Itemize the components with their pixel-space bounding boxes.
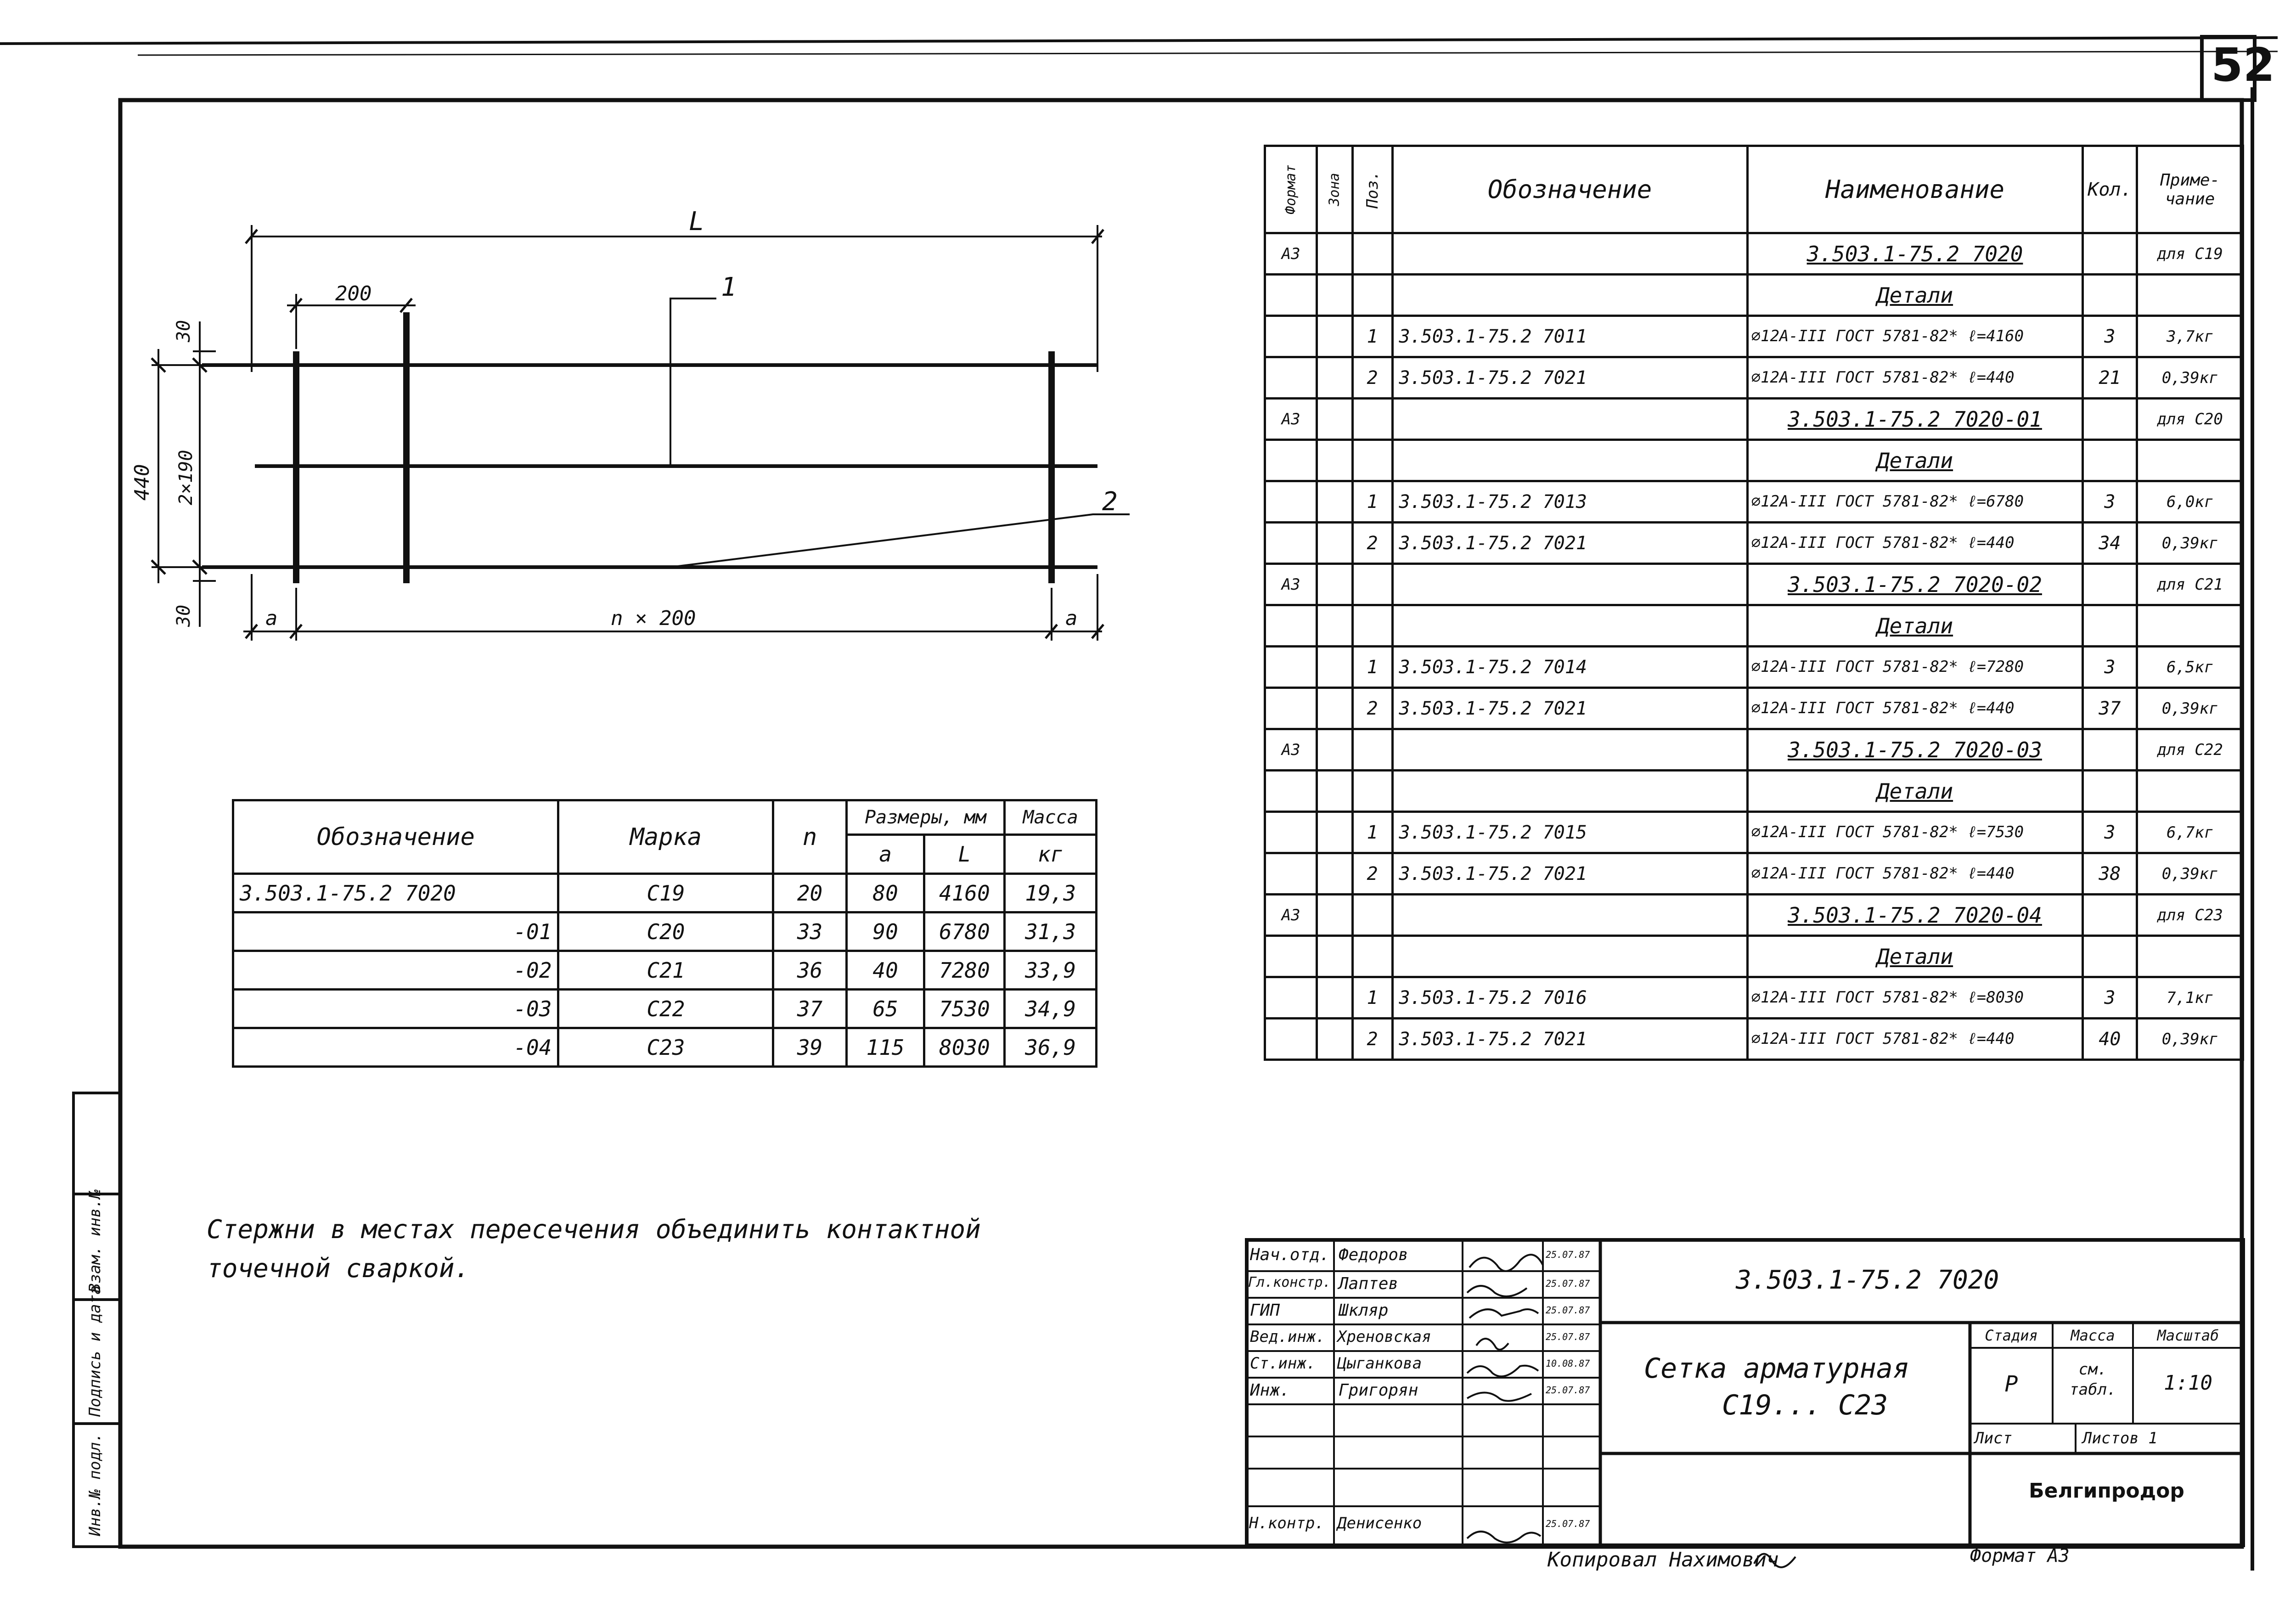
stamp-inv-podl: Инв.№ подл. <box>86 1432 104 1536</box>
marks-cell-L: 4160 <box>924 874 1005 912</box>
spec-cell-empty <box>1392 440 1747 481</box>
marks-header-designation: Обозначение <box>233 800 558 874</box>
tb-role-5: Ст.инж. <box>1250 1354 1316 1373</box>
tb-stage-label: Стадия <box>1985 1327 2038 1344</box>
tb-date-3: 25.07.87 <box>1546 1305 1590 1316</box>
spec-cell-pos: 2 <box>1352 688 1392 729</box>
tb-name-6: Григорян <box>1339 1381 1418 1400</box>
marks-cell-L: 6780 <box>924 912 1005 951</box>
spec-cell-empty <box>1352 729 1392 771</box>
marks-cell-a: 80 <box>846 874 924 912</box>
spec-cell-empty <box>1317 647 1352 688</box>
marks-header-n: n <box>773 800 846 874</box>
spec-cell-name: ⌀12А-III ГОСТ 5781-82* ℓ=440 <box>1747 1019 2082 1060</box>
spec-cell-qty: 38 <box>2082 853 2137 895</box>
table-row <box>1265 605 2243 647</box>
spec-cell-empty <box>1352 771 1392 812</box>
spec-cell-empty <box>2082 605 2137 647</box>
marks-cell-n: 37 <box>773 990 846 1028</box>
tb-name-1: Федоров <box>1339 1245 1408 1264</box>
spec-cell-designation: 3.503.1-75.2 7021 <box>1392 1019 1747 1060</box>
spec-section-title: Детали <box>1747 605 2082 647</box>
spec-table <box>1264 145 2244 1061</box>
tb-mass-value: см. табл. <box>2069 1360 2116 1399</box>
marks-cell-mass: 34,9 <box>1005 990 1097 1028</box>
spec-cell-empty <box>1352 564 1392 605</box>
dim-30-top-label: 30 <box>173 320 194 342</box>
tb-date-1: 25.07.87 <box>1546 1249 1590 1260</box>
spec-cell-empty <box>2082 440 2137 481</box>
tb-name-2: Лаптев <box>1339 1274 1399 1293</box>
spec-cell-empty <box>1265 357 1317 399</box>
spec-cell-empty <box>1317 564 1352 605</box>
spec-cell-note: 7,1кг <box>2137 977 2243 1019</box>
table-row <box>1265 440 2243 481</box>
spec-cell-designation: 3.503.1-75.2 7016 <box>1392 977 1747 1019</box>
table-row <box>1265 853 2243 895</box>
marks-cell-a: 40 <box>846 951 924 990</box>
marks-cell-mass: 31,3 <box>1005 912 1097 951</box>
tb-scale-label: Масштаб <box>2157 1327 2219 1344</box>
spec-cell-designation: 3.503.1-75.2 7014 <box>1392 647 1747 688</box>
spec-cell-empty <box>1317 523 1352 564</box>
spec-header-name: Наименование <box>1747 146 2082 233</box>
dim-L-label: L <box>689 207 704 237</box>
tb-sheets-label: Листов 1 <box>2082 1429 2158 1447</box>
table-row <box>1265 936 2243 977</box>
table-row <box>1265 275 2243 316</box>
spec-cell-qty: 3 <box>2082 316 2137 357</box>
spec-cell-empty <box>1265 481 1317 523</box>
spec-cell-empty <box>1352 605 1392 647</box>
marks-cell-designation: 3.503.1-75.2 7020 <box>233 874 558 912</box>
spec-cell-qty: 3 <box>2082 481 2137 523</box>
tb-sheet-label: Лист <box>1975 1429 2012 1447</box>
spec-cell-empty <box>1392 399 1747 440</box>
spec-cell-pos: 1 <box>1352 647 1392 688</box>
marks-cell-mark: С22 <box>558 990 773 1028</box>
table-row <box>1265 233 2243 275</box>
spec-cell-designation: 3.503.1-75.2 7011 <box>1392 316 1747 357</box>
tb-doc-code: 3.503.1-75.2 7020 <box>1736 1265 1999 1295</box>
marks-cell-a: 90 <box>846 912 924 951</box>
spec-cell-empty <box>1317 771 1352 812</box>
tb-role-6: Инж. <box>1250 1381 1290 1400</box>
spec-header-pos <box>1352 146 1392 233</box>
marks-cell-n: 39 <box>773 1028 846 1067</box>
table-row <box>1265 977 2243 1019</box>
spec-cell-empty <box>1317 977 1352 1019</box>
footer-copied: Копировал Нахимович <box>1548 1548 1779 1571</box>
marks-cell-mass: 33,9 <box>1005 951 1097 990</box>
spec-cell-empty <box>1265 440 1317 481</box>
spec-cell-empty <box>1265 1019 1317 1060</box>
table-row <box>1265 688 2243 729</box>
spec-cell-empty <box>1352 936 1392 977</box>
spec-cell-name: 3.503.1-75.2 7020-02 <box>1747 564 2082 605</box>
spec-cell-format: А3 <box>1265 729 1317 771</box>
table-row <box>233 874 1097 912</box>
marks-cell-L: 8030 <box>924 1028 1005 1067</box>
spec-cell-name: ⌀12А-III ГОСТ 5781-82* ℓ=440 <box>1747 357 2082 399</box>
spec-cell-empty <box>1352 233 1392 275</box>
spec-section-title: Детали <box>1747 275 2082 316</box>
spec-cell-designation: 3.503.1-75.2 7015 <box>1392 812 1747 853</box>
spec-cell-empty <box>2137 936 2243 977</box>
note-line-1: Стержни в местах пересечения объединить контактной <box>207 1215 981 1245</box>
marks-header-kg: кг <box>1005 835 1097 874</box>
spec-cell-empty <box>1317 853 1352 895</box>
spec-cell-name: ⌀12А-III ГОСТ 5781-82* ℓ=440 <box>1747 853 2082 895</box>
stamp-vzam-inv: Взам. инв.№ <box>86 1189 104 1293</box>
spec-cell-empty <box>1265 936 1317 977</box>
spec-cell-note: 0,39кг <box>2137 688 2243 729</box>
spec-cell-empty <box>1265 771 1317 812</box>
spec-cell-note: 6,7кг <box>2137 812 2243 853</box>
marks-cell-designation: -04 <box>233 1028 558 1067</box>
marks-cell-L: 7280 <box>924 951 1005 990</box>
spec-cell-note: для С21 <box>2137 564 2243 605</box>
table-row <box>1265 399 2243 440</box>
spec-cell-empty <box>1317 936 1352 977</box>
tb-title-line-2: С19... С23 <box>1722 1389 1888 1421</box>
table-row <box>1265 564 2243 605</box>
footer-format: Формат А3 <box>1970 1545 2070 1566</box>
tb-role-4: Вед.инж. <box>1250 1328 1325 1346</box>
spec-cell-pos: 1 <box>1352 316 1392 357</box>
spec-cell-empty <box>2082 771 2137 812</box>
spec-cell-empty <box>1392 936 1747 977</box>
spec-cell-format: А3 <box>1265 895 1317 936</box>
table-row <box>233 1028 1097 1067</box>
spec-cell-pos: 1 <box>1352 977 1392 1019</box>
marks-cell-mark: С23 <box>558 1028 773 1067</box>
spec-cell-name: 3.503.1-75.2 7020-04 <box>1747 895 2082 936</box>
spec-cell-note: 0,39кг <box>2137 853 2243 895</box>
spec-header-format-text: Формат <box>1283 164 1299 214</box>
spec-cell-qty: 40 <box>2082 1019 2137 1060</box>
spec-cell-format: А3 <box>1265 233 1317 275</box>
spec-cell-empty <box>1265 523 1317 564</box>
spec-cell-empty <box>2137 771 2243 812</box>
spec-cell-note: 0,39кг <box>2137 357 2243 399</box>
tb-role-2: Гл.констр. <box>1248 1274 1331 1290</box>
spec-cell-empty <box>1352 399 1392 440</box>
spec-cell-empty <box>1392 729 1747 771</box>
spec-header-zone <box>1317 146 1352 233</box>
tb-name-5: Цыганкова <box>1337 1354 1422 1373</box>
marks-header-sizes: Размеры, мм <box>846 800 1005 835</box>
spec-header-designation: Обозначение <box>1392 146 1747 233</box>
spec-cell-note: 6,5кг <box>2137 647 2243 688</box>
spec-cell-empty <box>1317 729 1352 771</box>
sheet-number: 52 <box>2211 38 2275 92</box>
marks-header-a: a <box>846 835 924 874</box>
spec-cell-empty <box>1317 605 1352 647</box>
dim-a-left-label: a <box>265 607 278 630</box>
table-row <box>1265 523 2243 564</box>
spec-cell-pos: 2 <box>1352 1019 1392 1060</box>
spec-cell-pos: 1 <box>1352 812 1392 853</box>
spec-cell-qty: 37 <box>2082 688 2137 729</box>
spec-cell-name: ⌀12А-III ГОСТ 5781-82* ℓ=440 <box>1747 523 2082 564</box>
spec-cell-empty <box>2137 440 2243 481</box>
spec-cell-empty <box>1317 812 1352 853</box>
spec-cell-empty <box>1317 316 1352 357</box>
spec-cell-qty: 21 <box>2082 357 2137 399</box>
spec-header-format <box>1265 146 1317 233</box>
tb-stage-value: Р <box>2004 1371 2018 1397</box>
spec-cell-empty <box>1265 647 1317 688</box>
spec-cell-empty <box>1317 357 1352 399</box>
spec-cell-pos: 2 <box>1352 523 1392 564</box>
note-line-2: точечной сваркой. <box>207 1254 470 1284</box>
spec-cell-empty <box>1317 1019 1352 1060</box>
tb-control-role: Н.контр. <box>1249 1514 1324 1532</box>
tb-control-name: Денисенко <box>1337 1514 1422 1532</box>
tb-control-date: 25.07.87 <box>1546 1518 1590 1529</box>
dim-a-right-label: a <box>1065 607 1078 630</box>
marks-cell-mass: 36,9 <box>1005 1028 1097 1067</box>
spec-cell-empty <box>2082 233 2137 275</box>
spec-cell-empty <box>1265 853 1317 895</box>
spec-header-note: Приме-чание <box>2137 146 2243 233</box>
marks-cell-a: 115 <box>846 1028 924 1067</box>
marks-cell-mass: 19,3 <box>1005 874 1097 912</box>
spec-cell-empty <box>1317 440 1352 481</box>
callout-1-label: 1 <box>721 272 737 302</box>
tb-date-4: 25.07.87 <box>1546 1331 1590 1342</box>
spec-cell-name: 3.503.1-75.2 7020-03 <box>1747 729 2082 771</box>
marks-table <box>232 799 1097 1068</box>
table-row <box>1265 1019 2243 1060</box>
spec-cell-pos: 1 <box>1352 481 1392 523</box>
spec-cell-empty <box>1265 316 1317 357</box>
spec-cell-empty <box>1265 977 1317 1019</box>
spec-cell-empty <box>2082 895 2137 936</box>
marks-cell-mark: С20 <box>558 912 773 951</box>
spec-cell-empty <box>1352 275 1392 316</box>
spec-cell-note: для С19 <box>2137 233 2243 275</box>
marks-cell-L: 7530 <box>924 990 1005 1028</box>
spec-cell-empty <box>1265 688 1317 729</box>
spec-cell-name: ⌀12А-III ГОСТ 5781-82* ℓ=7530 <box>1747 812 2082 853</box>
spec-cell-empty <box>1317 688 1352 729</box>
tb-mass-label: Масса <box>2071 1327 2115 1344</box>
spec-cell-empty <box>1317 399 1352 440</box>
spec-cell-note: для С20 <box>2137 399 2243 440</box>
spec-cell-empty <box>1352 440 1392 481</box>
spec-cell-empty <box>1317 481 1352 523</box>
marks-header-L: L <box>924 835 1005 874</box>
tb-name-4: Хреновская <box>1337 1328 1431 1346</box>
spec-cell-name: ⌀12А-III ГОСТ 5781-82* ℓ=6780 <box>1747 481 2082 523</box>
table-row <box>1265 771 2243 812</box>
spec-cell-empty <box>2137 605 2243 647</box>
spec-cell-name: ⌀12А-III ГОСТ 5781-82* ℓ=440 <box>1747 688 2082 729</box>
spec-cell-name: ⌀12А-III ГОСТ 5781-82* ℓ=8030 <box>1747 977 2082 1019</box>
spec-cell-empty <box>1317 275 1352 316</box>
spec-cell-designation: 3.503.1-75.2 7021 <box>1392 523 1747 564</box>
tb-role-3: ГИП <box>1250 1301 1280 1320</box>
marks-header-mass: Масса <box>1005 800 1097 835</box>
spec-header-qty: Кол. <box>2082 146 2137 233</box>
spec-section-title: Детали <box>1747 936 2082 977</box>
callout-2-label: 2 <box>1102 487 1118 517</box>
tb-name-3: Шкляр <box>1339 1301 1389 1320</box>
marks-cell-n: 20 <box>773 874 846 912</box>
table-row <box>233 990 1097 1028</box>
tb-role-1: Нач.отд. <box>1250 1245 1330 1264</box>
marks-cell-n: 33 <box>773 912 846 951</box>
spec-cell-qty: 3 <box>2082 812 2137 853</box>
spec-cell-empty <box>1265 605 1317 647</box>
table-row <box>233 951 1097 990</box>
spec-cell-format: А3 <box>1265 564 1317 605</box>
tb-date-2: 25.07.87 <box>1546 1278 1590 1289</box>
spec-cell-empty <box>2082 275 2137 316</box>
dim-2x190-label: 2×190 <box>175 450 197 505</box>
spec-cell-designation: 3.503.1-75.2 7021 <box>1392 853 1747 895</box>
tb-title-line-1: Сетка арматурная <box>1644 1352 1909 1385</box>
spec-cell-empty <box>2082 399 2137 440</box>
spec-cell-empty <box>1317 895 1352 936</box>
table-row <box>233 912 1097 951</box>
spec-cell-name: 3.503.1-75.2 7020-01 <box>1747 399 2082 440</box>
spec-cell-qty: 3 <box>2082 977 2137 1019</box>
stamp-signature-date: Подпись и дата <box>86 1285 104 1417</box>
spec-cell-empty <box>2082 564 2137 605</box>
spec-cell-empty <box>1392 605 1747 647</box>
marks-cell-mark: С21 <box>558 951 773 990</box>
marks-cell-designation: -01 <box>233 912 558 951</box>
marks-cell-designation: -03 <box>233 990 558 1028</box>
spec-cell-empty <box>1317 233 1352 275</box>
spec-cell-qty: 34 <box>2082 523 2137 564</box>
table-row <box>1265 357 2243 399</box>
spec-cell-format: А3 <box>1265 399 1317 440</box>
spec-section-title: Детали <box>1747 440 2082 481</box>
table-row <box>1265 812 2243 853</box>
spec-cell-empty <box>1265 275 1317 316</box>
spec-cell-empty <box>1352 895 1392 936</box>
marks-header-mark: Марка <box>558 800 773 874</box>
spec-section-title: Детали <box>1747 771 2082 812</box>
tb-scale-value: 1:10 <box>2164 1371 2212 1395</box>
spec-cell-note: для С23 <box>2137 895 2243 936</box>
spec-header-zone-text: Зона <box>1327 173 1343 206</box>
table-row <box>1265 316 2243 357</box>
tb-date-5: 10.08.87 <box>1546 1358 1590 1369</box>
spec-cell-pos: 2 <box>1352 357 1392 399</box>
spec-cell-empty <box>1392 895 1747 936</box>
table-row <box>1265 895 2243 936</box>
spec-cell-note: 6,0кг <box>2137 481 2243 523</box>
dim-440-label: 440 <box>130 464 154 501</box>
spec-cell-name: 3.503.1-75.2 7020 <box>1747 233 2082 275</box>
dim-200-label: 200 <box>335 282 372 305</box>
spec-cell-empty <box>1392 564 1747 605</box>
spec-cell-designation: 3.503.1-75.2 7021 <box>1392 357 1747 399</box>
spec-cell-note: 0,39кг <box>2137 523 2243 564</box>
spec-cell-empty <box>1392 233 1747 275</box>
mesh-drawing <box>152 225 1130 641</box>
spec-cell-name: ⌀12А-III ГОСТ 5781-82* ℓ=7280 <box>1747 647 2082 688</box>
spec-cell-note: 0,39кг <box>2137 1019 2243 1060</box>
marks-cell-n: 36 <box>773 951 846 990</box>
spec-cell-empty <box>1392 771 1747 812</box>
table-row <box>1265 647 2243 688</box>
spec-cell-designation: 3.503.1-75.2 7013 <box>1392 481 1747 523</box>
spec-cell-empty <box>2137 275 2243 316</box>
table-row <box>1265 481 2243 523</box>
spec-cell-pos: 2 <box>1352 853 1392 895</box>
spec-header-pos-text: Поз. <box>1363 170 1382 208</box>
tb-date-6: 25.07.87 <box>1546 1385 1590 1396</box>
dim-30-bottom-label: 30 <box>173 604 194 627</box>
marks-cell-a: 65 <box>846 990 924 1028</box>
spec-cell-name: ⌀12А-III ГОСТ 5781-82* ℓ=4160 <box>1747 316 2082 357</box>
spec-cell-empty <box>2082 729 2137 771</box>
spec-cell-note: для С22 <box>2137 729 2243 771</box>
spec-cell-empty <box>1392 275 1747 316</box>
spec-cell-empty <box>2082 936 2137 977</box>
dim-n200-label: n × 200 <box>611 607 696 630</box>
spec-cell-note: 3,7кг <box>2137 316 2243 357</box>
table-row <box>1265 729 2243 771</box>
spec-cell-empty <box>1265 812 1317 853</box>
spec-cell-qty: 3 <box>2082 647 2137 688</box>
marks-cell-designation: -02 <box>233 951 558 990</box>
marks-cell-mark: С19 <box>558 874 773 912</box>
spec-cell-designation: 3.503.1-75.2 7021 <box>1392 688 1747 729</box>
tb-organization: Белгипродор <box>2029 1479 2184 1503</box>
